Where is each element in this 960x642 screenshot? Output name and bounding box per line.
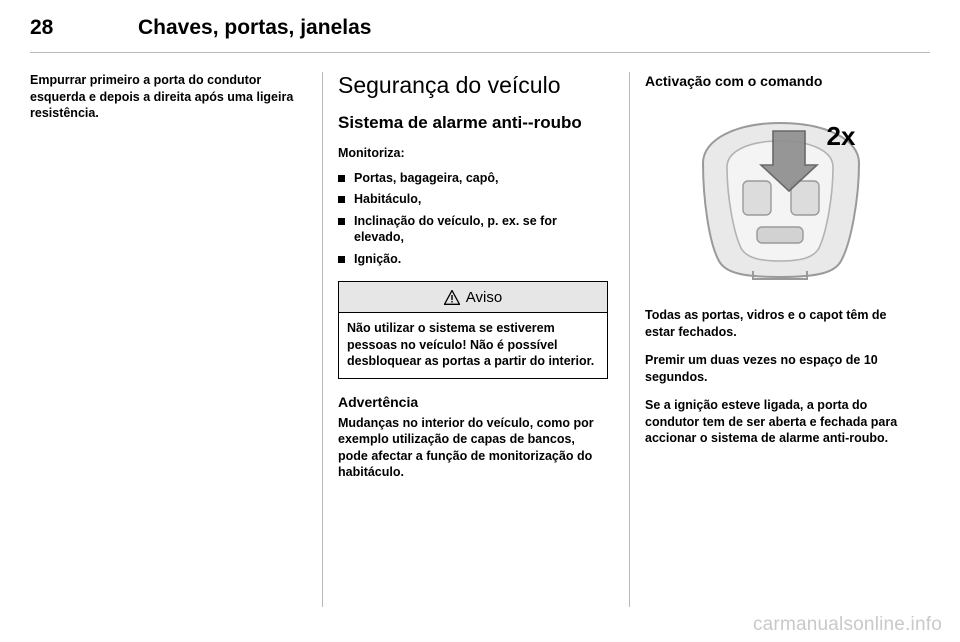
advertencia-title: Advertência (338, 393, 419, 410)
column-three-paragraph-3: Se a ignição esteve ligada, a porta do condutor tem de ser aberta e fechada para accionar o sistema de alarme anti-roubo. (645, 398, 898, 445)
warning-box (338, 281, 608, 379)
remote-key-fob-illustration (645, 103, 915, 293)
column-one (30, 72, 300, 134)
advertencia-text: Mudanças no interior do veículo, como por exemplo utilização de capas de bancos, pode afectar a função de monitorização do habitáculo. (338, 415, 594, 479)
monitors-lead: Monitoriza: (338, 146, 405, 160)
column-one-paragraph: Empurrar primeiro a porta do condutor esquerda e depois a direita após uma ligeira resistência. (30, 73, 294, 120)
watermark: carmanualsonline.info (752, 614, 942, 635)
header-divider (30, 52, 930, 53)
list-item (338, 191, 608, 208)
warning-box-body (339, 313, 607, 378)
list-item (338, 251, 608, 268)
list-item-label: Inclinação do veículo, p. ex. se for elevado, (354, 213, 557, 244)
warning-box-title: Aviso (465, 288, 503, 306)
column-three-title: Activação com o comando (645, 73, 823, 89)
column-three (645, 72, 915, 459)
column-divider-1 (322, 72, 323, 607)
list-item (338, 213, 608, 246)
column-divider-2 (629, 72, 630, 607)
section-title: Segurança do veículo (338, 72, 561, 98)
list-item (338, 170, 608, 187)
column-three-paragraph-1: Todas as portas, vidros e o capot têm de estar fechados. (645, 308, 887, 339)
figure-label-2x: 2x (826, 121, 856, 151)
list-item-label: Ignição. (354, 251, 402, 266)
warning-box-text: Não utilizar o sistema se estiverem pessoas no veículo! Não é possível desbloquear as portas a partir do interior. (347, 321, 595, 368)
page-header (30, 14, 930, 48)
monitored-items-list (338, 170, 608, 268)
column-three-paragraph-2: Premir um duas vezes no espaço de 10 segundos. (645, 353, 878, 384)
warning-box-header (339, 282, 607, 313)
warning-triangle-icon (444, 290, 460, 305)
list-item-label: Portas, bagageira, capô, (354, 170, 499, 185)
section-subtitle: Sistema de alarme anti--roubo (338, 113, 582, 132)
column-two (338, 72, 608, 493)
page-number: 28 (30, 16, 54, 39)
page-title: Chaves, portas, janelas (138, 16, 372, 39)
list-item-label: Habitáculo, (354, 192, 422, 206)
